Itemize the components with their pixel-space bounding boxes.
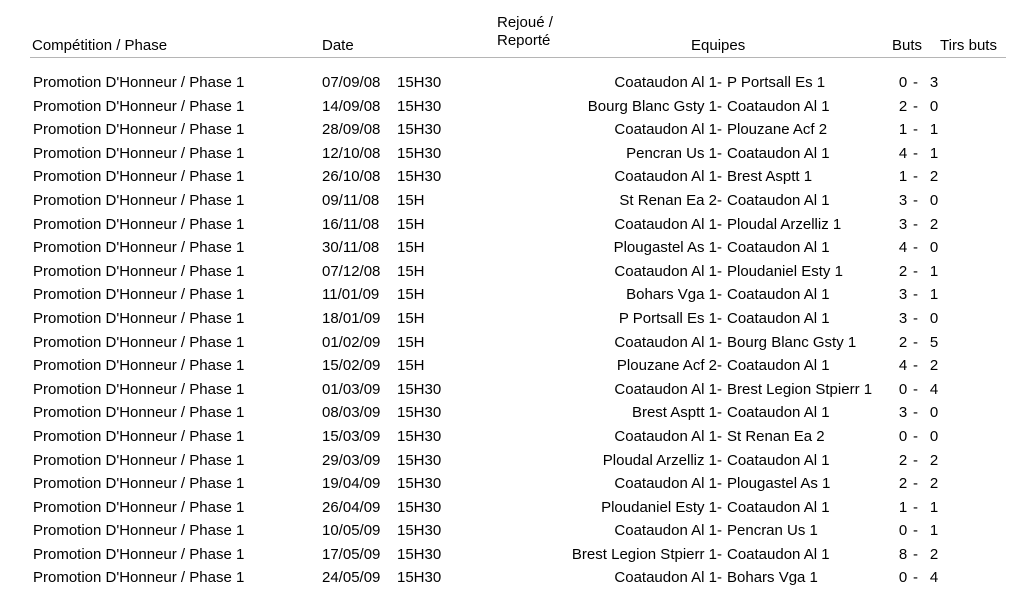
home-goals-cell: 2 — [898, 97, 908, 115]
away-goals-cell: 1 — [929, 498, 939, 516]
date-cell: 10/05/09 — [322, 522, 381, 540]
home-goals-cell: 3 — [898, 215, 908, 233]
home-team-cell: Coataudon Al 1 — [614, 74, 717, 91]
score-separator: - — [913, 451, 918, 469]
score-separator: - — [913, 144, 918, 162]
team-separator: - — [717, 380, 722, 398]
home-team-cell: Coataudon Al 1 — [614, 380, 717, 398]
team-separator: - — [717, 357, 722, 375]
away-goals-cell: 2 — [929, 168, 939, 186]
away-goals-cell: 0 — [929, 427, 939, 445]
competition-cell: Promotion D'Honneur / Phase 1 — [33, 121, 245, 139]
date-cell: 01/02/09 — [322, 333, 381, 351]
home-team-cell: Coataudon Al 1 — [614, 262, 717, 280]
time-cell: 15H30 — [397, 545, 442, 563]
away-team-cell: Coataudon Al 1 — [727, 191, 830, 209]
home-goals-cell: 1 — [898, 168, 908, 186]
header-replayed-line2: Reporté — [497, 32, 551, 49]
date-cell: 18/01/09 — [322, 309, 381, 327]
time-cell: 15H — [397, 239, 425, 257]
date-cell: 24/05/09 — [322, 569, 381, 587]
away-goals-cell: 2 — [929, 357, 939, 375]
away-goals-cell: 1 — [929, 121, 939, 139]
competition-cell: Promotion D'Honneur / Phase 1 — [33, 97, 245, 115]
table-row — [0, 166, 1024, 190]
score-separator: - — [913, 239, 918, 257]
away-goals-cell: 2 — [929, 475, 939, 493]
time-cell: 15H30 — [397, 498, 442, 516]
competition-cell: Promotion D'Honneur / Phase 1 — [33, 475, 245, 493]
team-separator: - — [717, 522, 722, 540]
team-separator: - — [717, 215, 722, 233]
date-cell: 29/03/09 — [322, 451, 381, 469]
score-separator: - — [913, 475, 918, 493]
score-separator: - — [913, 545, 918, 563]
away-team-cell: Brest Asptt 1 — [727, 168, 813, 186]
home-goals-cell: 2 — [898, 333, 908, 351]
home-team-cell: Bourg Blanc Gsty 1 — [587, 97, 717, 115]
date-cell: 15/02/09 — [322, 357, 381, 375]
table-row — [0, 402, 1024, 426]
date-cell: 01/03/09 — [322, 380, 381, 398]
home-team-cell: P Portsall Es 1 — [618, 309, 717, 327]
home-team-cell: Pencran Us 1 — [626, 144, 717, 162]
home-team-cell: Coataudon Al 1 — [614, 121, 717, 139]
away-team-cell: Plouzane Acf 2 — [727, 121, 828, 139]
team-separator: - — [717, 545, 722, 563]
home-team-cell: Coataudon Al 1 — [614, 522, 717, 540]
team-separator: - — [717, 144, 722, 162]
table-row — [0, 72, 1024, 96]
competition-cell: Promotion D'Honneur / Phase 1 — [33, 451, 245, 469]
date-cell: 26/04/09 — [322, 498, 381, 516]
time-cell: 15H30 — [397, 144, 442, 162]
away-team-cell: Coataudon Al 1 — [727, 144, 830, 162]
home-team-cell: Ploudal Arzelliz 1 — [602, 451, 717, 469]
competition-cell: Promotion D'Honneur / Phase 1 — [33, 522, 245, 540]
home-goals-cell: 3 — [898, 286, 908, 304]
time-cell: 15H — [397, 215, 425, 233]
score-separator: - — [913, 191, 918, 209]
away-team-cell: Ploudaniel Esty 1 — [727, 262, 843, 280]
table-row — [0, 497, 1024, 521]
home-team-cell: Coataudon Al 1 — [614, 333, 717, 351]
time-cell: 15H30 — [397, 121, 442, 139]
table-row — [0, 237, 1024, 261]
table-row — [0, 96, 1024, 120]
score-separator: - — [913, 380, 918, 398]
team-separator: - — [717, 168, 722, 186]
time-cell: 15H30 — [397, 475, 442, 493]
team-separator: - — [717, 262, 722, 280]
time-cell: 15H — [397, 286, 425, 304]
away-goals-cell: 0 — [929, 309, 939, 327]
time-cell: 15H30 — [397, 97, 442, 115]
time-cell: 15H — [397, 357, 425, 375]
date-cell: 19/04/09 — [322, 475, 381, 493]
date-cell: 16/11/08 — [322, 215, 380, 233]
away-goals-cell: 0 — [929, 191, 939, 209]
away-team-cell: Coataudon Al 1 — [727, 404, 830, 422]
team-separator: - — [717, 97, 722, 115]
score-separator: - — [913, 286, 918, 304]
away-goals-cell: 1 — [929, 286, 939, 304]
date-cell: 12/10/08 — [322, 144, 381, 162]
header-goals: Buts — [892, 37, 923, 54]
away-goals-cell: 0 — [929, 97, 939, 115]
team-separator: - — [717, 74, 722, 91]
home-team-cell: Bohars Vga 1 — [626, 286, 717, 304]
home-goals-cell: 3 — [898, 191, 908, 209]
competition-cell: Promotion D'Honneur / Phase 1 — [33, 309, 245, 327]
score-separator: - — [913, 168, 918, 186]
team-separator: - — [717, 286, 722, 304]
team-separator: - — [717, 451, 722, 469]
away-team-cell: Coataudon Al 1 — [727, 286, 830, 304]
away-team-cell: Coataudon Al 1 — [727, 498, 830, 516]
header-teams: Equipes — [691, 37, 746, 54]
table-row — [0, 567, 1024, 591]
time-cell: 15H — [397, 333, 425, 351]
away-team-cell: Coataudon Al 1 — [727, 357, 830, 375]
score-separator: - — [913, 262, 918, 280]
away-team-cell: Bourg Blanc Gsty 1 — [727, 333, 857, 351]
table-row — [0, 450, 1024, 474]
time-cell: 15H — [397, 309, 425, 327]
away-team-cell: Coataudon Al 1 — [727, 545, 830, 563]
home-team-cell: Plougastel As 1 — [613, 239, 717, 257]
away-goals-cell: 2 — [929, 451, 939, 469]
competition-cell: Promotion D'Honneur / Phase 1 — [33, 427, 245, 445]
table-row — [0, 143, 1024, 167]
competition-cell: Promotion D'Honneur / Phase 1 — [33, 144, 245, 162]
home-goals-cell: 1 — [898, 498, 908, 516]
header-shootout: Tirs buts — [940, 37, 997, 54]
score-separator: - — [913, 404, 918, 422]
home-team-cell: Coataudon Al 1 — [614, 168, 717, 186]
away-goals-cell: 4 — [929, 569, 939, 587]
score-separator: - — [913, 97, 918, 115]
team-separator: - — [717, 475, 722, 493]
date-cell: 14/09/08 — [322, 97, 381, 115]
competition-cell: Promotion D'Honneur / Phase 1 — [33, 74, 245, 91]
home-team-cell: Brest Asptt 1 — [631, 404, 717, 422]
time-cell: 15H30 — [397, 569, 442, 587]
results-table-body — [0, 72, 1024, 591]
competition-cell: Promotion D'Honneur / Phase 1 — [33, 168, 245, 186]
table-row — [0, 308, 1024, 332]
time-cell: 15H — [397, 191, 425, 209]
home-team-cell: Ploudaniel Esty 1 — [601, 498, 717, 516]
table-row — [0, 379, 1024, 403]
away-goals-cell: 4 — [929, 380, 939, 398]
score-separator: - — [913, 498, 918, 516]
home-goals-cell: 4 — [898, 357, 908, 375]
home-goals-cell: 2 — [898, 451, 908, 469]
team-separator: - — [717, 121, 722, 139]
team-separator: - — [717, 309, 722, 327]
date-cell: 26/10/08 — [322, 168, 381, 186]
date-cell: 28/09/08 — [322, 121, 381, 139]
home-goals-cell: 0 — [898, 74, 908, 91]
competition-cell: Promotion D'Honneur / Phase 1 — [33, 262, 245, 280]
score-separator: - — [913, 333, 918, 351]
table-row — [0, 426, 1024, 450]
home-goals-cell: 2 — [898, 262, 908, 280]
time-cell: 15H30 — [397, 404, 442, 422]
score-separator: - — [913, 74, 918, 91]
table-row — [0, 190, 1024, 214]
table-row — [0, 214, 1024, 238]
header-competition: Compétition / Phase — [32, 37, 168, 54]
date-cell: 11/01/09 — [322, 286, 380, 304]
competition-cell: Promotion D'Honneur / Phase 1 — [33, 404, 245, 422]
home-goals-cell: 2 — [898, 475, 908, 493]
away-goals-cell: 2 — [929, 215, 939, 233]
table-row — [0, 520, 1024, 544]
competition-cell: Promotion D'Honneur / Phase 1 — [33, 498, 245, 516]
away-team-cell: Pencran Us 1 — [727, 522, 818, 540]
time-cell: 15H — [397, 262, 425, 280]
score-separator: - — [913, 427, 918, 445]
away-goals-cell: 3 — [929, 74, 939, 91]
competition-cell: Promotion D'Honneur / Phase 1 — [33, 191, 245, 209]
away-team-cell: P Portsall Es 1 — [727, 74, 826, 91]
away-goals-cell: 0 — [929, 404, 939, 422]
header-date: Date — [322, 37, 354, 54]
away-goals-cell: 0 — [929, 239, 939, 257]
home-goals-cell: 4 — [898, 144, 908, 162]
table-row — [0, 284, 1024, 308]
date-cell: 07/09/08 — [322, 74, 381, 91]
table-row — [0, 473, 1024, 497]
time-cell: 15H30 — [397, 380, 442, 398]
score-separator: - — [913, 522, 918, 540]
home-goals-cell: 1 — [898, 121, 908, 139]
score-separator: - — [913, 215, 918, 233]
team-separator: - — [717, 239, 722, 257]
date-cell: 08/03/09 — [322, 404, 381, 422]
time-cell: 15H30 — [397, 168, 442, 186]
competition-cell: Promotion D'Honneur / Phase 1 — [33, 569, 245, 587]
home-goals-cell: 0 — [898, 380, 908, 398]
away-team-cell: Coataudon Al 1 — [727, 239, 830, 257]
home-team-cell: Coataudon Al 1 — [614, 215, 717, 233]
away-team-cell: Coataudon Al 1 — [727, 309, 830, 327]
away-goals-cell: 1 — [929, 262, 939, 280]
home-team-cell: Coataudon Al 1 — [614, 475, 717, 493]
score-separator: - — [913, 309, 918, 327]
competition-cell: Promotion D'Honneur / Phase 1 — [33, 357, 245, 375]
competition-cell: Promotion D'Honneur / Phase 1 — [33, 286, 245, 304]
home-goals-cell: 4 — [898, 239, 908, 257]
date-cell: 30/11/08 — [322, 239, 380, 257]
team-separator: - — [717, 427, 722, 445]
competition-cell: Promotion D'Honneur / Phase 1 — [33, 545, 245, 563]
date-cell: 07/12/08 — [322, 262, 381, 280]
score-separator: - — [913, 569, 918, 587]
home-team-cell: Brest Legion Stpierr 1 — [571, 545, 717, 563]
home-goals-cell: 0 — [898, 427, 908, 445]
table-row — [0, 332, 1024, 356]
score-separator: - — [913, 357, 918, 375]
date-cell: 09/11/08 — [322, 191, 380, 209]
away-team-cell: Bohars Vga 1 — [727, 569, 818, 587]
table-row — [0, 261, 1024, 285]
home-team-cell: St Renan Ea 2 — [619, 191, 717, 209]
away-team-cell: St Renan Ea 2 — [727, 427, 825, 445]
header-divider — [30, 57, 1006, 58]
away-team-cell: Plougastel As 1 — [727, 475, 831, 493]
score-separator: - — [913, 121, 918, 139]
date-cell: 15/03/09 — [322, 427, 381, 445]
home-goals-cell: 8 — [898, 545, 908, 563]
home-goals-cell: 0 — [898, 522, 908, 540]
time-cell: 15H30 — [397, 451, 442, 469]
table-row — [0, 544, 1024, 568]
competition-cell: Promotion D'Honneur / Phase 1 — [33, 239, 245, 257]
away-team-cell: Ploudal Arzelliz 1 — [727, 215, 842, 233]
time-cell: 15H30 — [397, 74, 442, 91]
team-separator: - — [717, 333, 722, 351]
header-replayed-line1: Rejoué / — [497, 14, 553, 31]
away-goals-cell: 5 — [929, 333, 939, 351]
home-goals-cell: 3 — [898, 309, 908, 327]
home-team-cell: Coataudon Al 1 — [614, 427, 717, 445]
table-row — [0, 119, 1024, 143]
team-separator: - — [717, 569, 722, 587]
home-goals-cell: 0 — [898, 569, 908, 587]
competition-cell: Promotion D'Honneur / Phase 1 — [33, 333, 245, 351]
date-cell: 17/05/09 — [322, 545, 381, 563]
team-separator: - — [717, 404, 722, 422]
competition-cell: Promotion D'Honneur / Phase 1 — [33, 380, 245, 398]
away-goals-cell: 1 — [929, 522, 939, 540]
time-cell: 15H30 — [397, 427, 442, 445]
home-team-cell: Coataudon Al 1 — [614, 569, 717, 587]
away-team-cell: Coataudon Al 1 — [727, 451, 830, 469]
away-team-cell: Brest Legion Stpierr 1 — [727, 380, 873, 398]
home-goals-cell: 3 — [898, 404, 908, 422]
away-goals-cell: 1 — [929, 144, 939, 162]
away-goals-cell: 2 — [929, 545, 939, 563]
time-cell: 15H30 — [397, 522, 442, 540]
away-team-cell: Coataudon Al 1 — [727, 97, 830, 115]
team-separator: - — [717, 498, 722, 516]
header-replayed — [497, 14, 553, 50]
competition-cell: Promotion D'Honneur / Phase 1 — [33, 215, 245, 233]
table-row — [0, 355, 1024, 379]
team-separator: - — [717, 191, 722, 209]
home-team-cell: Plouzane Acf 2 — [616, 357, 717, 375]
